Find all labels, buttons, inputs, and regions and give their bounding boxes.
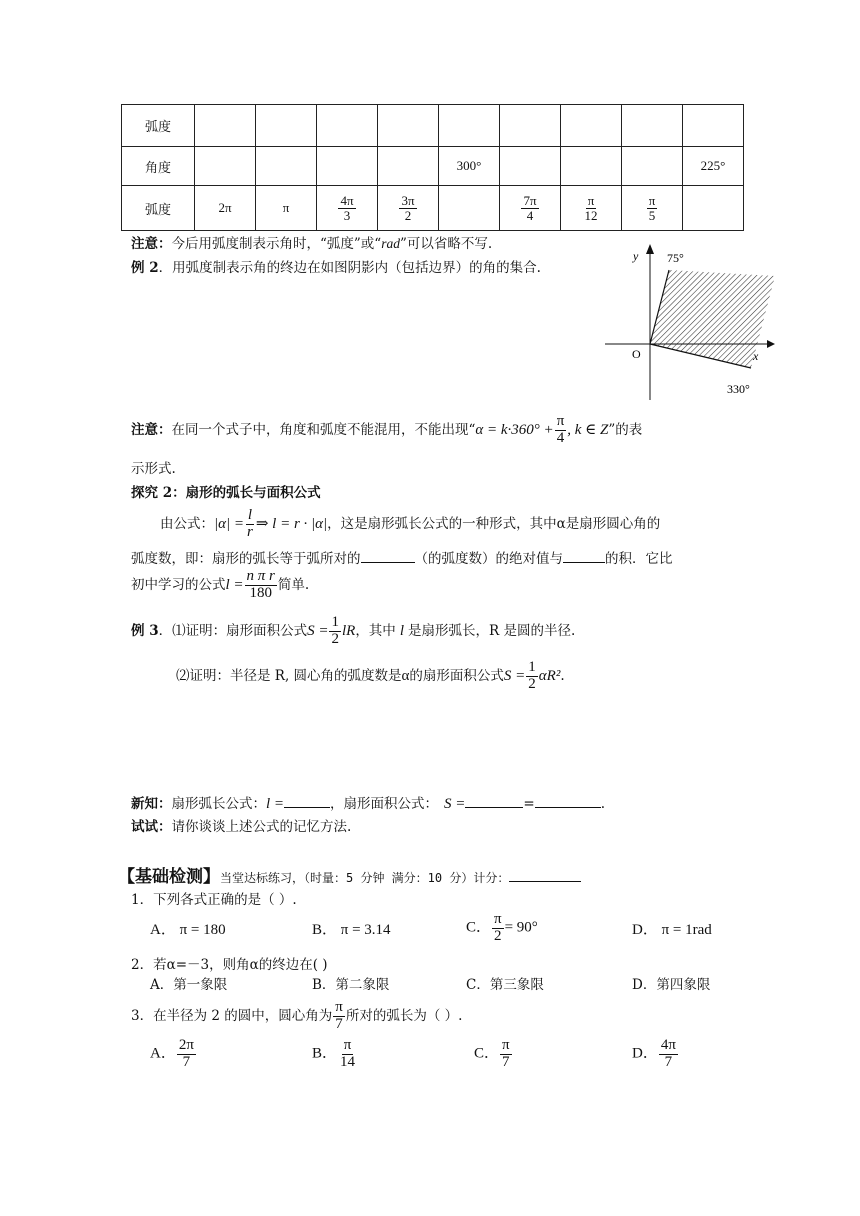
note-text: ”可以省略不写. <box>399 236 493 252</box>
q1-option-a[interactable]: A． π = 180 <box>150 922 226 938</box>
table-cell[interactable] <box>378 147 439 186</box>
formula-part: α = k·360° + <box>475 421 554 438</box>
option-letter: C． <box>474 1045 500 1062</box>
table-row <box>122 186 744 231</box>
shaded-angle-figure <box>605 240 785 410</box>
table-cell[interactable] <box>256 105 317 147</box>
question-3-stem <box>131 1000 462 1033</box>
table-cell <box>622 186 683 231</box>
fraction-numerator: 2π <box>178 1037 194 1053</box>
fraction-denominator: 7 <box>502 1053 510 1070</box>
q3-option-a[interactable] <box>150 1038 197 1071</box>
q1-option-b[interactable]: B． π = 3.14 <box>312 922 391 938</box>
option-letter: A． <box>150 1045 176 1062</box>
table-cell[interactable] <box>561 147 622 186</box>
text: 由公式： <box>160 515 214 532</box>
fraction-numerator: π <box>343 1037 352 1053</box>
answer-blank[interactable] <box>284 795 330 808</box>
y-label: y <box>633 249 639 263</box>
fraction-numerator: 3π <box>401 192 415 208</box>
note-label: 注意： <box>131 421 172 438</box>
new-knowledge-line <box>131 792 605 813</box>
formula-part: l <box>399 622 404 639</box>
note-omit-radian <box>131 232 492 252</box>
text: ，扇形面积公式： <box>330 796 439 812</box>
table-row <box>122 105 744 147</box>
formula-part: αR² <box>538 667 561 684</box>
table-cell <box>561 186 622 231</box>
row-header: 角度 <box>122 147 195 186</box>
text: 初中学习的公式 <box>131 576 226 593</box>
example-2 <box>131 256 541 276</box>
fraction-numerator: π <box>556 413 565 429</box>
fraction-denominator: 4 <box>556 429 565 446</box>
text: 简单. <box>277 576 310 593</box>
formula-part: l = <box>225 576 244 593</box>
text: ．⑴证明：扇形面积公式 <box>158 622 308 639</box>
fraction-denominator: 5 <box>648 207 656 223</box>
table-cell[interactable] <box>317 147 378 186</box>
table-row <box>122 147 744 186</box>
fraction-denominator: 2 <box>494 927 502 944</box>
option-letter: D． <box>632 1045 658 1062</box>
basic-check-header <box>118 862 581 887</box>
table-cell <box>500 186 561 231</box>
fraction-numerator: n π r <box>246 568 275 584</box>
label: 试试： <box>131 819 172 835</box>
table-cell[interactable] <box>500 147 561 186</box>
fraction-denominator: r <box>247 523 253 540</box>
table-cell[interactable] <box>317 105 378 147</box>
paragraph-line <box>131 547 673 567</box>
text: 弧度数，即：扇形的弧长等于弧所对的 <box>131 551 361 567</box>
fraction-numerator: 4π <box>340 192 354 208</box>
q1-option-d[interactable]: D． π = 1rad <box>632 922 712 938</box>
formula-part: = 90° <box>504 919 538 936</box>
question-1-stem: 1．下列各式正确的是（ ）. <box>131 892 297 908</box>
fraction-denominator: 3 <box>343 207 351 223</box>
text: 请你谈谈上述公式的记忆方法. <box>171 819 352 835</box>
q2-option-a[interactable]: A．第一象限 <box>150 977 228 993</box>
table-cell[interactable] <box>439 105 500 147</box>
fraction-denominator: 180 <box>249 584 272 601</box>
table-cell[interactable] <box>622 147 683 186</box>
q2-option-b[interactable]: B．第二象限 <box>312 977 390 993</box>
formula-part: S = <box>503 667 526 684</box>
formula-part: l = <box>266 796 285 812</box>
example-text: ．用弧度制表示角的终边在如图阴影内（包括边界）的角的集合. <box>158 260 541 276</box>
fraction-denominator: 4 <box>526 207 534 223</box>
angle-bottom-label: 330° <box>727 382 750 396</box>
fraction-denominator: 7 <box>335 1015 343 1032</box>
fraction-numerator: 4π <box>660 1037 676 1053</box>
text: . <box>600 796 606 812</box>
fraction-numerator: 1 <box>528 659 536 675</box>
text: ⑵证明：半径是 R, 圆心角的弧度数是 <box>176 667 402 684</box>
fraction-denominator: 14 <box>340 1053 356 1070</box>
fraction-denominator: 2 <box>528 675 536 692</box>
option-letter: C． <box>466 919 492 936</box>
table-cell <box>317 186 378 231</box>
option-letter: B． <box>312 1045 338 1062</box>
section-title: 探究 2：扇形的弧长与面积公式 <box>131 485 321 501</box>
formula-part: S = <box>444 796 466 812</box>
table-cell <box>378 186 439 231</box>
table-cell[interactable] <box>500 105 561 147</box>
row-header: 弧度 <box>122 105 195 147</box>
q2-option-c[interactable]: C．第三象限 <box>466 977 544 993</box>
q1-option-c[interactable] <box>466 912 538 945</box>
answer-blank[interactable] <box>535 795 601 808</box>
note-text: ”的表 <box>608 421 643 438</box>
fraction-numerator: π <box>494 911 502 927</box>
note-label: 注意： <box>131 236 172 252</box>
fraction-numerator: 1 <box>331 614 339 630</box>
note-text-line2: 示形式. <box>131 461 176 477</box>
text: . <box>560 667 565 684</box>
formula-part: S = <box>307 622 329 639</box>
text: （的弧度数）的绝对值与 <box>414 551 563 567</box>
table-cell[interactable] <box>561 105 622 147</box>
fraction-denominator: 7 <box>664 1053 673 1070</box>
angle-radian-table <box>121 104 744 231</box>
answer-blank[interactable] <box>465 795 523 808</box>
table-cell: π <box>256 186 317 231</box>
rad-text: rad <box>381 236 400 251</box>
fraction-denominator: 7 <box>182 1053 191 1070</box>
note-text: 今后用弧度制表示角时，“弧度”或“ <box>171 236 382 252</box>
text: 所对的弧长为（ ）. <box>345 1007 463 1024</box>
table-cell: 2π <box>195 186 256 231</box>
answer-blank[interactable] <box>361 550 415 563</box>
question-2-stem: 2．若α=－3，则角α的终边在( ) <box>131 957 328 973</box>
fraction-numerator: π <box>502 1037 510 1053</box>
answer-blank[interactable] <box>563 550 605 563</box>
formula-part: , k ∈ Z <box>567 421 609 438</box>
text: 扇形弧长公式： <box>171 796 266 812</box>
table-cell[interactable] <box>683 186 744 231</box>
text: 的扇形面积公式 <box>409 667 504 684</box>
q3-option-b[interactable] <box>312 1038 358 1071</box>
origin-label: O <box>632 347 641 361</box>
fraction-denominator: 2 <box>331 630 339 647</box>
table-cell[interactable] <box>195 147 256 186</box>
note-text: 在同一个式子中，角度和弧度不能混用，不能出现“ <box>171 421 476 438</box>
table-cell[interactable] <box>439 186 500 231</box>
fraction-numerator: π <box>335 999 343 1015</box>
angle-top-label: 75° <box>667 251 684 265</box>
table-cell: 225° <box>683 147 744 186</box>
table-cell[interactable] <box>683 105 744 147</box>
example-3-part-2 <box>176 660 565 693</box>
example-label: 例 3 <box>131 622 159 639</box>
table-cell[interactable] <box>622 105 683 147</box>
table-cell[interactable] <box>378 105 439 147</box>
text: 是扇形弧长，R 是圆的半径. <box>407 622 576 639</box>
fraction-numerator: π <box>648 192 656 208</box>
example-label: 例 2 <box>131 260 159 276</box>
x-axis-arrow <box>767 340 775 348</box>
fraction-numerator: 7π <box>523 192 537 208</box>
fraction-denominator: 12 <box>584 207 598 223</box>
q3-option-c[interactable] <box>474 1038 513 1071</box>
fraction-denominator: 2 <box>404 207 412 223</box>
score-blank[interactable] <box>509 869 581 882</box>
try-line <box>131 815 351 835</box>
text: 3．在半径为 2 的圆中，圆心角为 <box>131 1007 333 1024</box>
text: 的积．它比 <box>605 551 673 567</box>
formula-part: lR <box>341 622 356 639</box>
row-header: 弧度 <box>122 186 195 231</box>
text: ，这是扇形弧长公式的一种形式，其中α是扇形圆心角的 <box>327 515 661 532</box>
x-label: x <box>753 349 759 363</box>
subtitle: 当堂达标练习，（时量：5 分钟 满分：10 分）计分： <box>220 871 510 885</box>
arc-length-formula-line <box>160 508 660 541</box>
formula-part: |α| = <box>214 515 244 532</box>
fraction-numerator: l <box>247 507 252 523</box>
fraction-numerator: π <box>587 192 595 208</box>
section-title: 【基础检测】 <box>118 867 220 887</box>
formula-part: α <box>401 667 410 684</box>
note-no-mixing <box>131 414 642 447</box>
table-cell: 300° <box>439 147 500 186</box>
text: ，其中 <box>355 622 396 639</box>
table-cell[interactable] <box>195 105 256 147</box>
example-3-part-1 <box>131 615 575 648</box>
table-cell[interactable] <box>256 147 317 186</box>
y-axis-arrow <box>646 244 654 254</box>
q3-option-d[interactable] <box>632 1038 679 1071</box>
paragraph-line <box>131 569 309 602</box>
label: 新知： <box>131 796 172 812</box>
q2-option-d[interactable]: D．第四象限 <box>632 977 711 993</box>
formula-part: ⇒ l = r · |α| <box>255 515 328 532</box>
text: = <box>523 796 535 812</box>
